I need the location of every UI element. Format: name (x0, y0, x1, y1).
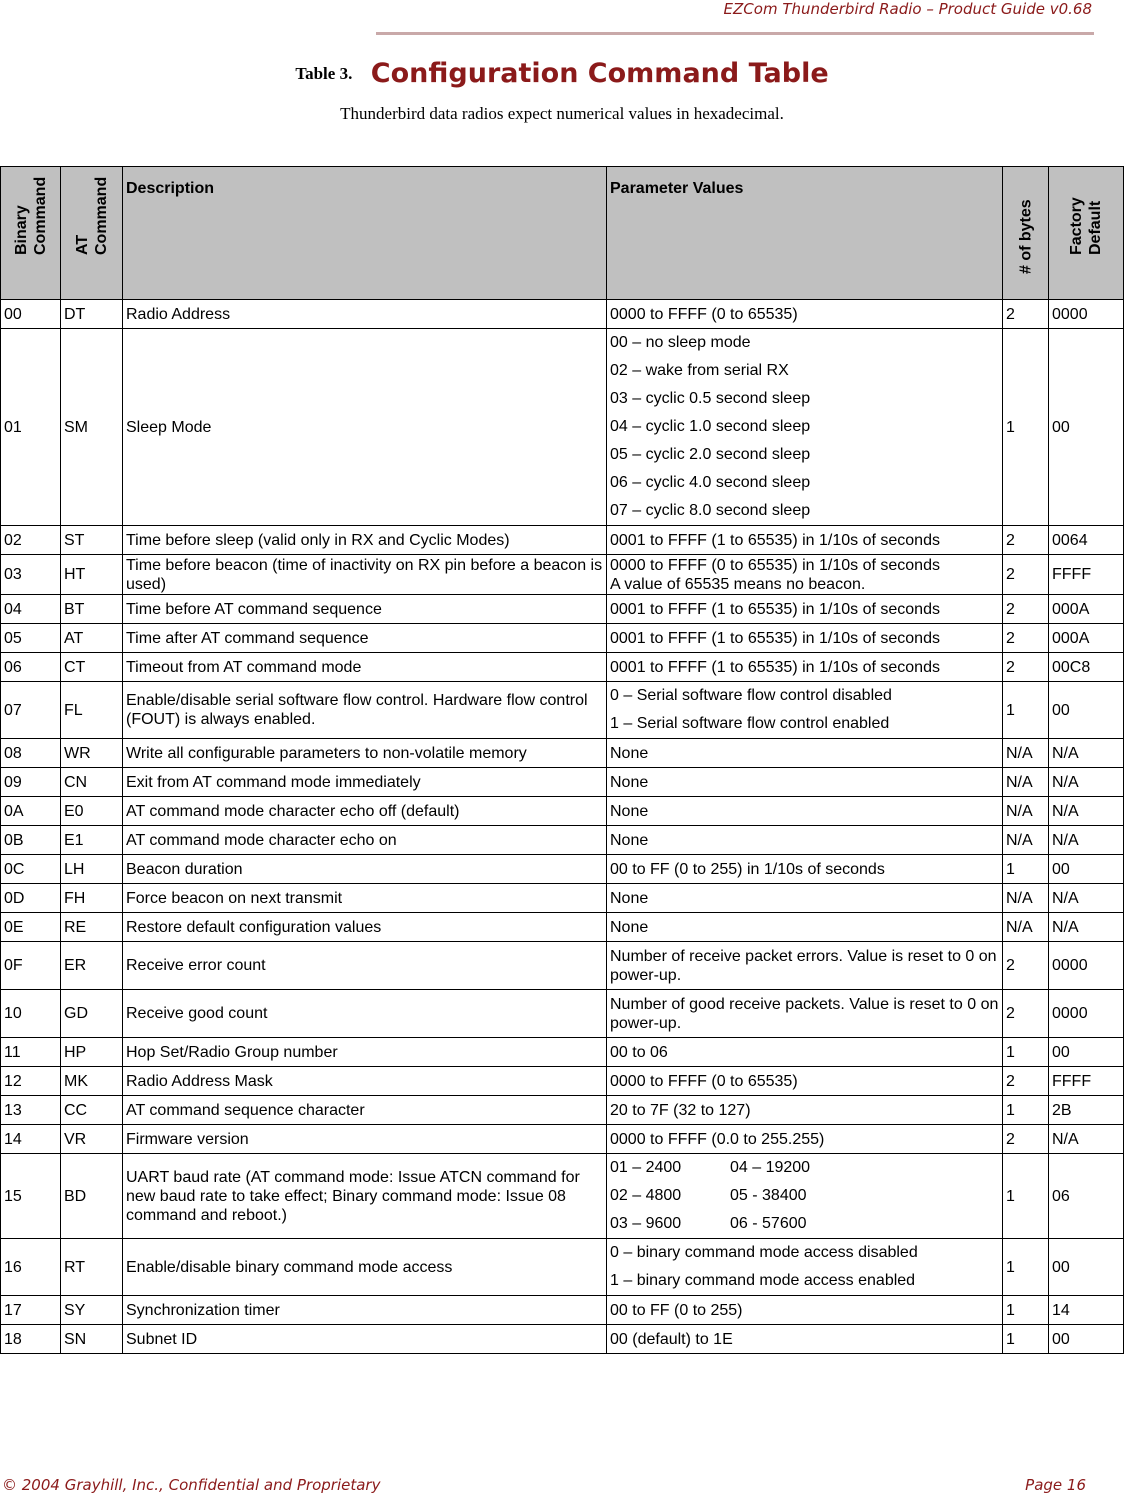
cell-parameter-values (607, 797, 1003, 826)
cell-binary-command: 0C (1, 855, 61, 884)
cell-factory-default: N/A (1049, 739, 1124, 768)
table-title: Configuration Command Table (370, 58, 829, 89)
cell-at-command: WR (61, 739, 123, 768)
cell-at-command: HP (61, 1038, 123, 1067)
cell-num-bytes: N/A (1003, 884, 1049, 913)
cell-num-bytes: 1 (1003, 1096, 1049, 1125)
cell-factory-default: N/A (1049, 884, 1124, 913)
parameter-line: None (610, 889, 649, 907)
cell-description: Enable/disable serial software flow control. Hardware flow control (FOUT) is always enabled. (123, 682, 607, 739)
cell-factory-default: 00 (1049, 682, 1124, 739)
cell-parameter-values (607, 1096, 1003, 1125)
cell-factory-default: 000A (1049, 595, 1124, 624)
parameter-line: A value of 65535 means no beacon. (610, 575, 866, 593)
cell-binary-command: 03 (1, 555, 61, 595)
cell-at-command: SN (61, 1325, 123, 1354)
footer-copyright: © 2004 Grayhill, Inc., Confidential and Proprietary (2, 1476, 381, 1494)
table-row (1, 768, 1124, 797)
cell-description: Subnet ID (123, 1325, 607, 1354)
parameter-line: 0000 to FFFF (0 to 65535) in 1/10s of seconds (610, 556, 940, 574)
cell-factory-default: 0000 (1049, 942, 1124, 990)
cell-binary-command: 18 (1, 1325, 61, 1354)
cell-parameter-values (607, 942, 1003, 990)
parameter-line: 20 to 7F (32 to 127) (610, 1101, 751, 1119)
cell-factory-default: N/A (1049, 1125, 1124, 1154)
cell-at-command: RT (61, 1239, 123, 1296)
parameter-line: Number of receive packet errors. Value is reset to 0 on power-up. (610, 947, 997, 984)
table-row (1, 1038, 1124, 1067)
cell-at-command: ST (61, 526, 123, 555)
cell-at-command: CT (61, 653, 123, 682)
table-row (1, 797, 1124, 826)
parameter-line: 0 – Serial software flow control disabled (610, 687, 892, 704)
cell-factory-default: 0000 (1049, 300, 1124, 329)
cell-description: Time before sleep (valid only in RX and Cyclic Modes) (123, 526, 607, 555)
table-row (1, 1296, 1124, 1325)
parameter-line: 00 (default) to 1E (610, 1330, 733, 1348)
header-rule (376, 32, 1094, 35)
cell-num-bytes: 1 (1003, 1325, 1049, 1354)
cell-description: Write all configurable parameters to non-volatile memory (123, 739, 607, 768)
header-at-line1: AT (73, 234, 91, 255)
cell-factory-default: 000A (1049, 624, 1124, 653)
table-row (1, 990, 1124, 1038)
cell-num-bytes: 1 (1003, 1154, 1049, 1239)
table-caption (0, 58, 1124, 89)
cell-num-bytes: N/A (1003, 739, 1049, 768)
baud-rate-option: 05 - 38400 (730, 1187, 807, 1204)
baud-rate-line (610, 1154, 999, 1182)
cell-description: UART baud rate (AT command mode: Issue ATCN command for new baud rate to take effect; Binary command mode: Issue 08 command and reboot.) (123, 1154, 607, 1239)
cell-description: Restore default configuration values (123, 913, 607, 942)
cell-binary-command: 12 (1, 1067, 61, 1096)
cell-factory-default: 0064 (1049, 526, 1124, 555)
cell-num-bytes: N/A (1003, 797, 1049, 826)
cell-num-bytes: 1 (1003, 1296, 1049, 1325)
cell-binary-command: 0A (1, 797, 61, 826)
baud-rate-option: 06 - 57600 (730, 1215, 807, 1232)
header-default-line2: Default (1087, 200, 1104, 255)
table-body (1, 300, 1124, 1354)
parameter-line: Number of good receive packets. Value is reset to 0 on power-up. (610, 995, 999, 1032)
cell-at-command: E1 (61, 826, 123, 855)
cell-factory-default: N/A (1049, 826, 1124, 855)
cell-factory-default: 00C8 (1049, 653, 1124, 682)
cell-parameter-values (607, 768, 1003, 797)
parameter-line: 00 to 06 (610, 1043, 668, 1061)
header-binary-command (1, 167, 61, 300)
parameter-line: None (610, 744, 649, 762)
cell-num-bytes: 2 (1003, 1125, 1049, 1154)
table-row (1, 884, 1124, 913)
table-row (1, 855, 1124, 884)
cell-binary-command: 08 (1, 739, 61, 768)
header-parameter-values: Parameter Values (607, 167, 1003, 300)
cell-num-bytes: 2 (1003, 300, 1049, 329)
table-row (1, 595, 1124, 624)
cell-binary-command: 00 (1, 300, 61, 329)
cell-at-command: E0 (61, 797, 123, 826)
cell-num-bytes: 1 (1003, 329, 1049, 526)
cell-num-bytes: 1 (1003, 1239, 1049, 1296)
cell-at-command: GD (61, 990, 123, 1038)
parameter-line: None (610, 918, 649, 936)
cell-factory-default: FFFF (1049, 555, 1124, 595)
cell-at-command: CC (61, 1096, 123, 1125)
cell-factory-default: FFFF (1049, 1067, 1124, 1096)
cell-description: Beacon duration (123, 855, 607, 884)
cell-at-command: MK (61, 1067, 123, 1096)
cell-binary-command: 0B (1, 826, 61, 855)
cell-description: Sleep Mode (123, 329, 607, 526)
cell-binary-command: 10 (1, 990, 61, 1038)
cell-description: AT command mode character echo on (123, 826, 607, 855)
cell-at-command: BD (61, 1154, 123, 1239)
baud-rate-option: 02 – 4800 (610, 1187, 682, 1204)
parameter-line: None (610, 831, 649, 849)
cell-description: Radio Address (123, 300, 607, 329)
cell-at-command: RE (61, 913, 123, 942)
parameter-line: 02 – wake from serial RX (610, 362, 789, 379)
table-subtitle: Thunderbird data radios expect numerical values in hexadecimal. (340, 104, 784, 123)
parameter-line: 0 – binary command mode access disabled (610, 1244, 918, 1261)
cell-binary-command: 06 (1, 653, 61, 682)
cell-parameter-values (607, 526, 1003, 555)
cell-at-command: BT (61, 595, 123, 624)
cell-factory-default: 06 (1049, 1154, 1124, 1239)
cell-binary-command: 01 (1, 329, 61, 526)
cell-factory-default: 00 (1049, 329, 1124, 526)
cell-parameter-values (607, 300, 1003, 329)
cell-num-bytes: 1 (1003, 855, 1049, 884)
cell-binary-command: 05 (1, 624, 61, 653)
cell-binary-command: 15 (1, 1154, 61, 1239)
table-row (1, 555, 1124, 595)
table-number: Table 3. (295, 63, 353, 83)
cell-num-bytes: 1 (1003, 1038, 1049, 1067)
cell-binary-command: 0F (1, 942, 61, 990)
table-header-row (1, 167, 1124, 300)
table-row (1, 526, 1124, 555)
cell-num-bytes: 2 (1003, 595, 1049, 624)
header-bytes-text: # of bytes (1017, 199, 1034, 274)
cell-factory-default: 00 (1049, 1239, 1124, 1296)
cell-description: AT command sequence character (123, 1096, 607, 1125)
cell-description: Enable/disable binary command mode access (123, 1239, 607, 1296)
cell-binary-command: 0D (1, 884, 61, 913)
cell-num-bytes: 1 (1003, 682, 1049, 739)
parameter-line: 04 – cyclic 1.0 second sleep (610, 418, 811, 435)
cell-num-bytes: 2 (1003, 1067, 1049, 1096)
parameter-line: 03 – cyclic 0.5 second sleep (610, 390, 811, 407)
cell-factory-default: 00 (1049, 1325, 1124, 1354)
parameter-line: 0000 to FFFF (0.0 to 255.255) (610, 1130, 825, 1148)
table-row (1, 826, 1124, 855)
parameter-line: 0001 to FFFF (1 to 65535) in 1/10s of seconds (610, 531, 940, 549)
header-binary-line1: Binary (12, 205, 30, 255)
cell-factory-default: 00 (1049, 1038, 1124, 1067)
cell-num-bytes: N/A (1003, 913, 1049, 942)
cell-parameter-values (607, 1154, 1003, 1239)
table-row (1, 329, 1124, 526)
cell-description: Time before beacon (time of inactivity on RX pin before a beacon is used) (123, 555, 607, 595)
header-at-command (61, 167, 123, 300)
header-binary-line2: Command (31, 176, 49, 255)
parameter-line: 00 – no sleep mode (610, 334, 751, 351)
cell-description: Receive good count (123, 990, 607, 1038)
cell-parameter-values (607, 329, 1003, 526)
cell-parameter-values (607, 1296, 1003, 1325)
cell-num-bytes: 2 (1003, 555, 1049, 595)
table-row (1, 1325, 1124, 1354)
cell-description: Hop Set/Radio Group number (123, 1038, 607, 1067)
cell-binary-command: 17 (1, 1296, 61, 1325)
footer-page-number: Page 16 (1025, 1476, 1086, 1494)
cell-description: Time after AT command sequence (123, 624, 607, 653)
parameter-line: 00 to FF (0 to 255) (610, 1301, 743, 1319)
parameter-line: 0000 to FFFF (0 to 65535) (610, 305, 798, 323)
cell-parameter-values (607, 624, 1003, 653)
cell-parameter-values (607, 595, 1003, 624)
table-row (1, 913, 1124, 942)
table-row (1, 682, 1124, 739)
cell-description: Timeout from AT command mode (123, 653, 607, 682)
header-at-line2: Command (92, 176, 110, 255)
cell-parameter-values (607, 1325, 1003, 1354)
cell-description: Firmware version (123, 1125, 607, 1154)
cell-parameter-values (607, 913, 1003, 942)
cell-num-bytes: N/A (1003, 768, 1049, 797)
baud-rate-line (610, 1210, 999, 1238)
cell-binary-command: 09 (1, 768, 61, 797)
running-header: EZCom Thunderbird Radio – Product Guide v0.68 (723, 0, 1092, 18)
cell-num-bytes: N/A (1003, 826, 1049, 855)
parameter-line: None (610, 802, 649, 820)
cell-parameter-values (607, 990, 1003, 1038)
cell-parameter-values (607, 855, 1003, 884)
parameter-line: 1 – Serial software flow control enabled (610, 715, 890, 732)
cell-parameter-values (607, 1239, 1003, 1296)
table-row (1, 1125, 1124, 1154)
cell-factory-default: N/A (1049, 768, 1124, 797)
cell-at-command: DT (61, 300, 123, 329)
header-default-line1: Factory (1068, 197, 1085, 255)
cell-binary-command: 13 (1, 1096, 61, 1125)
cell-binary-command: 02 (1, 526, 61, 555)
cell-description: Exit from AT command mode immediately (123, 768, 607, 797)
cell-at-command: FL (61, 682, 123, 739)
parameter-line: 0001 to FFFF (1 to 65535) in 1/10s of seconds (610, 600, 940, 618)
parameter-line: 06 – cyclic 4.0 second sleep (610, 474, 811, 491)
table-row (1, 300, 1124, 329)
cell-binary-command: 14 (1, 1125, 61, 1154)
cell-at-command: AT (61, 624, 123, 653)
cell-parameter-values (607, 555, 1003, 595)
cell-num-bytes: 2 (1003, 653, 1049, 682)
cell-parameter-values (607, 1067, 1003, 1096)
header-num-bytes (1003, 167, 1049, 300)
cell-description: AT command mode character echo off (default) (123, 797, 607, 826)
cell-num-bytes: 2 (1003, 624, 1049, 653)
cell-parameter-values (607, 884, 1003, 913)
cell-description: Synchronization timer (123, 1296, 607, 1325)
cell-binary-command: 11 (1, 1038, 61, 1067)
cell-parameter-values (607, 653, 1003, 682)
cell-binary-command: 07 (1, 682, 61, 739)
cell-num-bytes: 2 (1003, 942, 1049, 990)
table-row (1, 624, 1124, 653)
cell-parameter-values (607, 682, 1003, 739)
baud-rate-option: 03 – 9600 (610, 1215, 682, 1232)
cell-binary-command: 16 (1, 1239, 61, 1296)
cell-at-command: VR (61, 1125, 123, 1154)
header-factory-default (1049, 167, 1124, 300)
baud-rate-line (610, 1182, 999, 1210)
parameter-line: 0001 to FFFF (1 to 65535) in 1/10s of seconds (610, 629, 940, 647)
table-row (1, 1067, 1124, 1096)
parameter-line: None (610, 773, 649, 791)
cell-at-command: FH (61, 884, 123, 913)
cell-at-command: ER (61, 942, 123, 990)
parameter-line: 1 – binary command mode access enabled (610, 1272, 916, 1289)
cell-num-bytes: 2 (1003, 526, 1049, 555)
cell-at-command: LH (61, 855, 123, 884)
cell-description: Force beacon on next transmit (123, 884, 607, 913)
cell-parameter-values (607, 826, 1003, 855)
cell-factory-default: N/A (1049, 797, 1124, 826)
cell-description: Time before AT command sequence (123, 595, 607, 624)
cell-num-bytes: 2 (1003, 990, 1049, 1038)
cell-binary-command: 0E (1, 913, 61, 942)
parameter-line: 0000 to FFFF (0 to 65535) (610, 1072, 798, 1090)
parameter-line: 00 to FF (0 to 255) in 1/10s of seconds (610, 860, 885, 878)
cell-parameter-values (607, 1125, 1003, 1154)
cell-description: Receive error count (123, 942, 607, 990)
cell-factory-default: 2B (1049, 1096, 1124, 1125)
parameter-line: 0001 to FFFF (1 to 65535) in 1/10s of seconds (610, 658, 940, 676)
baud-rate-option: 01 – 2400 (610, 1159, 682, 1176)
cell-at-command: SY (61, 1296, 123, 1325)
table-row (1, 942, 1124, 990)
table-row (1, 739, 1124, 768)
cell-description: Radio Address Mask (123, 1067, 607, 1096)
table-row (1, 1154, 1124, 1239)
cell-binary-command: 04 (1, 595, 61, 624)
parameter-line: 05 – cyclic 2.0 second sleep (610, 446, 811, 463)
cell-factory-default: N/A (1049, 913, 1124, 942)
table-row (1, 653, 1124, 682)
cell-at-command: SM (61, 329, 123, 526)
table-row (1, 1239, 1124, 1296)
cell-at-command: HT (61, 555, 123, 595)
cell-factory-default: 00 (1049, 855, 1124, 884)
cell-at-command: CN (61, 768, 123, 797)
table-row (1, 1096, 1124, 1125)
cell-factory-default: 0000 (1049, 990, 1124, 1038)
baud-rate-option: 04 – 19200 (730, 1159, 811, 1176)
cell-parameter-values (607, 739, 1003, 768)
cell-parameter-values (607, 1038, 1003, 1067)
parameter-line: 07 – cyclic 8.0 second sleep (610, 502, 811, 519)
cell-factory-default: 14 (1049, 1296, 1124, 1325)
header-description: Description (123, 167, 607, 300)
configuration-command-table (0, 166, 1124, 1354)
